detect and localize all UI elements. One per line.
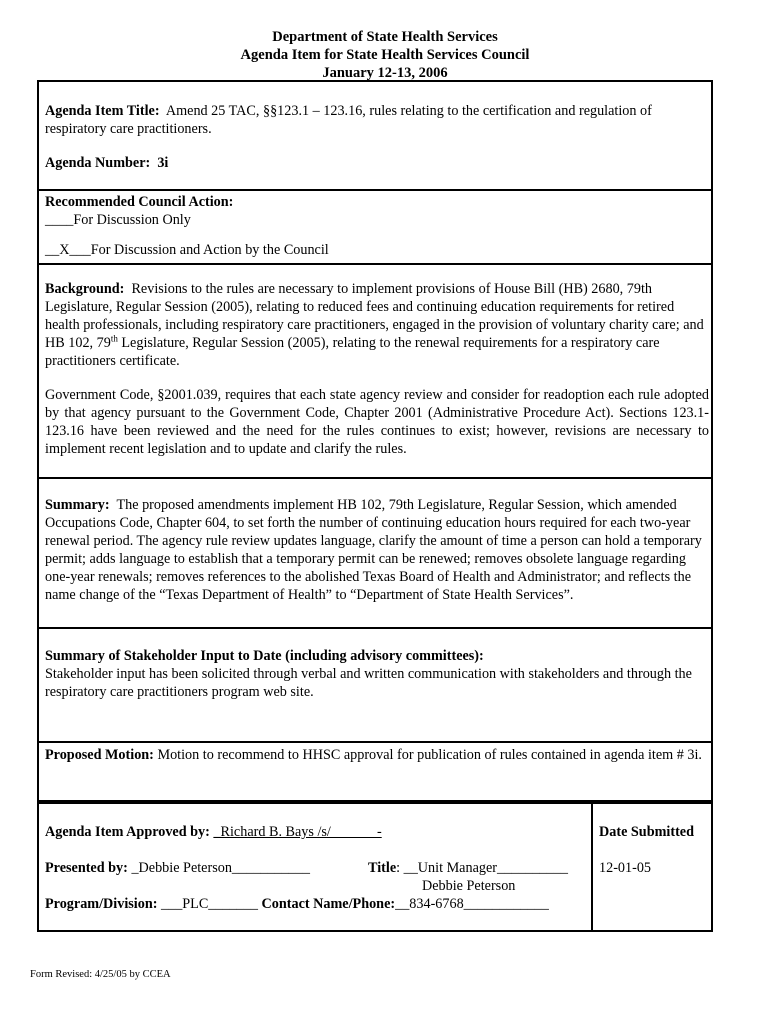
- background-label: Background:: [45, 281, 125, 297]
- background-paragraph-1b: Legislature, Regular Session (2005), relating to the renewal requirements for a respiratory care practitioners certificate.: [45, 335, 660, 369]
- approval-column-divider: [591, 802, 593, 930]
- recommended-action-label: Recommended Council Action:: [45, 194, 234, 210]
- option-discussion-only: ____For Discussion Only: [45, 212, 191, 228]
- title-label: Title: [368, 860, 397, 876]
- option-action-text: For Discussion and Action by the Council: [90, 242, 329, 258]
- agenda-item-title-text: Amend 25 TAC, §§123.1 – 123.16, rules relating to the certification and regulation of respiratory care practitioners.: [45, 103, 652, 137]
- program-division-label: Program/Division:: [45, 896, 158, 912]
- background-paragraph-1a: Revisions to the rules are necessary to implement provisions of House Bill (HB) 2680, 79th Legislature, Regular Session (2005), relating to reduced fees and continuing education requirements for retired health professionals, including respiratory care practitioners, engaged in the provision of voluntary charity care; and HB 102, 79: [45, 281, 704, 351]
- meeting-date: January 12-13, 2006: [322, 65, 448, 81]
- agenda-item-section: [45, 102, 709, 172]
- title-name: Debbie Peterson: [422, 878, 516, 894]
- background-superscript: th: [110, 333, 118, 344]
- summary-section: [45, 496, 709, 604]
- proposed-motion-label: Proposed Motion:: [45, 747, 154, 763]
- summary-text: The proposed amendments implement HB 102, 79th Legislature, Regular Session, which amended Occupations Code, Chapter 604, to set forth the number of continuing education hours required for each two-year renewal period. The agency rule review updates language, clarify the amount of time a person can hold a temporary permit; adds language to establish that a temporary permit can be renewed; removes obsolete language regarding one-year renewals; removes references to the abolished Texas Board of Health and Administrator; and reflects the name change of the “Texas Department of Health” to “Department of State Health Services”.: [45, 497, 702, 603]
- department-title: Department of State Health Services: [272, 29, 498, 45]
- presented-by-value: _Debbie Peterson___________: [131, 860, 310, 876]
- approved-by-value: _Richard B. Bays /s/ -: [213, 824, 382, 840]
- recommended-action-section: [45, 193, 709, 259]
- agenda-number-label: Agenda Number:: [45, 155, 151, 171]
- title-value: : __Unit Manager__________: [396, 860, 568, 876]
- contact-value: __834-6768____________: [395, 896, 549, 912]
- contact-label: Contact Name/Phone:: [261, 896, 396, 912]
- agenda-item-title-label: Agenda Item Title:: [45, 103, 160, 119]
- background-section: [45, 280, 709, 458]
- presented-by-label: Presented by:: [45, 860, 128, 876]
- divider-action: [37, 189, 713, 191]
- program-contact-row: [45, 895, 549, 913]
- proposed-motion-section: [45, 746, 709, 764]
- option-action-mark: __X___: [45, 242, 91, 258]
- document-header: [0, 28, 770, 82]
- title-row: [368, 859, 568, 877]
- stakeholder-section: [45, 647, 709, 701]
- background-paragraph-2: Government Code, §2001.039, requires that each state agency review and consider for readoption each rule adopted by that agency pursuant to the Government Code, Chapter 2001 (Administrative Procedure Act). Sections 123.1-123.16 have been reviewed and the need for the rules continues to exist; however, revisions are necessary to implement recent legislation and to update and clarify the rules.: [45, 387, 709, 457]
- stakeholder-label: Summary of Stakeholder Input to Date (including advisory committees):: [45, 648, 484, 664]
- date-submitted-label: Date Submitted: [599, 824, 694, 840]
- presented-by-row: [45, 859, 310, 877]
- agenda-subtitle: Agenda Item for State Health Services Council: [240, 47, 530, 63]
- summary-label: Summary:: [45, 497, 110, 513]
- divider-summary: [37, 477, 713, 479]
- proposed-motion-text: Motion to recommend to HHSC approval for publication of rules contained in agenda item # 3i.: [157, 747, 702, 763]
- approved-by-row: [45, 823, 382, 841]
- divider-motion: [37, 741, 713, 743]
- form-revised-footer: Form Revised: 4/25/05 by CCEA: [30, 969, 171, 980]
- approved-by-label: Agenda Item Approved by:: [45, 824, 210, 840]
- date-submitted-value: 12-01-05: [599, 860, 652, 876]
- stakeholder-text: Stakeholder input has been solicited through verbal and written communication with stakeholders and through the respiratory care practitioners program web site.: [45, 666, 692, 700]
- divider-stakeholder: [37, 627, 713, 629]
- agenda-number-value: 3i: [157, 155, 169, 171]
- divider-background: [37, 263, 713, 265]
- program-division-value: ___PLC_______: [161, 896, 258, 912]
